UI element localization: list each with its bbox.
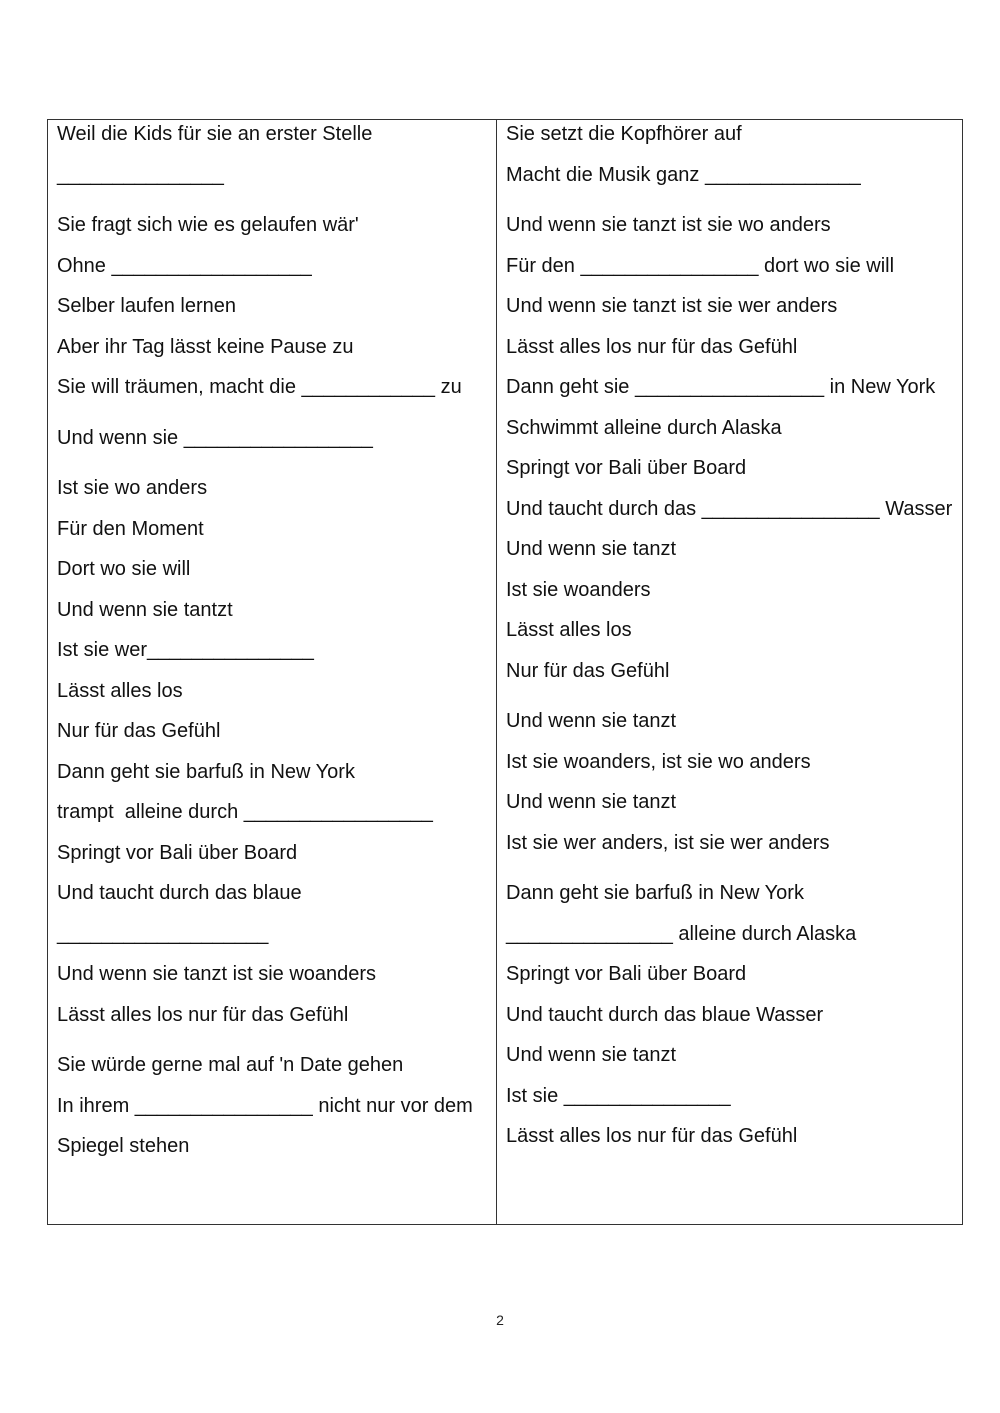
lyric-line: Springt vor Bali über Board [57, 841, 298, 864]
lyric-line: Springt vor Bali über Board [506, 457, 747, 479]
lyric-line: Und taucht durch das blaue [57, 882, 302, 904]
lyric-line: Weil die Kids für sie an erster Stelle [57, 123, 373, 145]
lyric-line: _______________ alleine durch Alaska [506, 922, 857, 945]
lyric-line: Lässt alles los [57, 679, 183, 702]
lyric-line: Nur für das Gefühl [506, 659, 670, 682]
lyric-line: Und wenn sie tanzt [506, 791, 677, 813]
stanza [57, 205, 496, 408]
lyric-line: Sie würde gerne mal auf 'n Date gehen [57, 1054, 404, 1076]
left-stanzas [57, 120, 496, 1183]
lyric-line: Ist sie wer_______________ [57, 639, 314, 661]
stanza [506, 205, 962, 691]
lyric-line: Ist sie woanders, ist sie wo anders [506, 750, 811, 773]
stanza [57, 468, 496, 1035]
lyric-line: Ist sie _______________ [506, 1084, 731, 1107]
lyrics-worksheet-table [47, 119, 963, 1225]
stanza [506, 114, 962, 195]
stanza [506, 873, 962, 1157]
lyric-line: Lässt alles los nur für das Gefühl [57, 1003, 349, 1026]
lyric-line: Und wenn sie tanzt [506, 710, 677, 732]
lyric-line: Dann geht sie _________________ in New York [506, 376, 936, 398]
lyric-line: _______________ [57, 163, 224, 186]
stanza [57, 114, 496, 195]
stanza [57, 1045, 496, 1167]
lyric-line: Und wenn sie tanzt ist sie woanders [57, 963, 377, 985]
lyric-line: Lässt alles los [506, 619, 632, 641]
stanza [57, 418, 496, 459]
stanza [506, 701, 962, 863]
lyric-line: Macht die Musik ganz ______________ [506, 163, 861, 186]
lyric-line: Aber ihr Tag lässt keine Pause zu [57, 335, 354, 358]
lyric-line: Und wenn sie _________________ [57, 426, 373, 449]
lyric-line: Lässt alles los nur für das Gefühl [506, 335, 798, 358]
lyric-line: Und wenn sie tanzt [506, 1044, 677, 1066]
lyric-line: trampt alleine durch _________________ [57, 801, 433, 823]
lyric-line: Für den Moment [57, 517, 204, 540]
lyric-line: Und wenn sie tanzt [506, 538, 677, 560]
lyric-line: Dann geht sie barfuß in New York [57, 760, 355, 783]
lyric-line: Spiegel stehen [57, 1135, 190, 1157]
lyric-line: Schwimmt alleine durch Alaska [506, 416, 782, 439]
page-number: 2 [496, 1312, 504, 1328]
lyric-line: Ohne __________________ [57, 254, 312, 277]
lyric-line: Dann geht sie barfuß in New York [506, 882, 804, 904]
lyric-line: ___________________ [57, 922, 269, 945]
lyric-line: Und wenn sie tanzt ist sie wo anders [506, 214, 831, 236]
lyric-line: Ist sie wer anders, ist sie wer anders [506, 831, 830, 854]
lyric-line: Sie will träumen, macht die ____________ zu [57, 376, 462, 398]
lyric-line: Nur für das Gefühl [57, 720, 221, 742]
right-column [497, 120, 962, 1224]
lyric-line: Und taucht durch das blaue Wasser [506, 1003, 824, 1026]
lyric-line: Springt vor Bali über Board [506, 963, 747, 985]
right-stanzas [506, 120, 962, 1173]
lyric-line: Ist sie wo anders [57, 477, 208, 499]
lyric-line: Dort wo sie will [57, 558, 191, 580]
lyric-line: In ihrem ________________ nicht nur vor dem [57, 1094, 473, 1117]
left-column [48, 120, 497, 1224]
lyric-line: Lässt alles los nur für das Gefühl [506, 1125, 798, 1147]
lyric-line: Ist sie woanders [506, 578, 651, 601]
lyric-line: Und wenn sie tantzt [57, 598, 233, 621]
lyric-line: Sie fragt sich wie es gelaufen wär' [57, 214, 359, 236]
lyric-line: Und wenn sie tanzt ist sie wer anders [506, 295, 838, 317]
lyric-line: Sie setzt die Kopfhörer auf [506, 123, 742, 145]
lyric-line: Und taucht durch das ________________ Wasser [506, 497, 953, 520]
lyric-line: Für den ________________ dort wo sie will [506, 254, 895, 277]
lyric-line: Selber laufen lernen [57, 295, 237, 317]
